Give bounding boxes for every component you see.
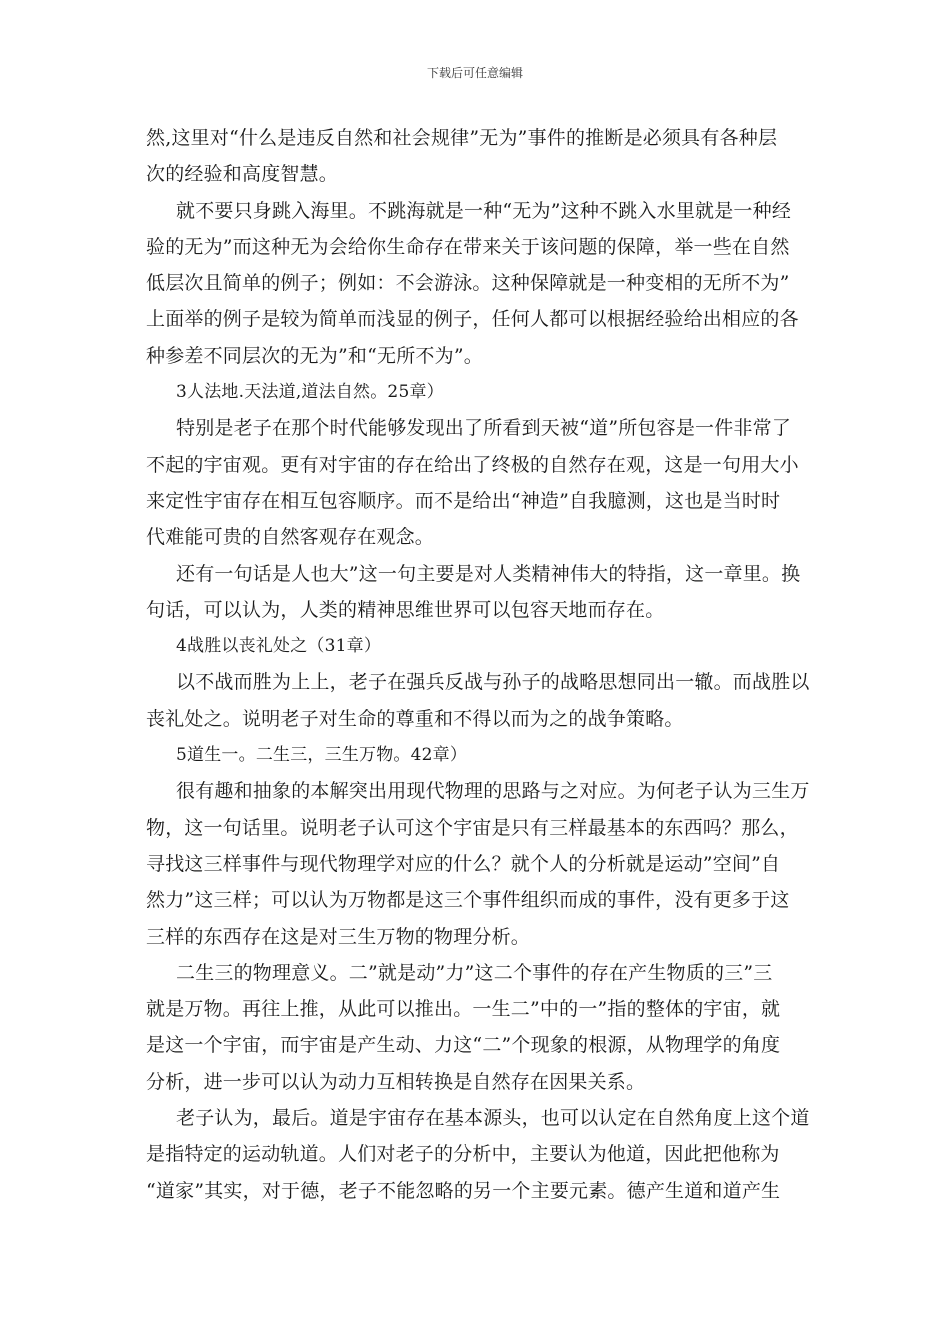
section-heading: 3人法地.天法道,道法自然。25章） <box>176 382 444 403</box>
text-line: 种参差不同层次的无为”和“无所不为”。 <box>146 344 483 367</box>
text-line: 以不战而胜为上上，老子在强兵反战与孙子的战略思想同出一辙。而战胜以 <box>176 671 810 694</box>
text-line: 就是万物。再往上推，从此可以推出。一生二”中的一”指的整体的宇宙，就 <box>146 998 781 1021</box>
text-line: 老子认为，最后。道是宇宙存在基本源头，也可以认定在自然角度上这个道 <box>176 1107 810 1130</box>
text-line: 寻找这三样事件与现代物理学对应的什么？就个人的分析就是运动”空间”自 <box>146 852 781 875</box>
document-body <box>146 120 810 1209</box>
text-line: 就不要只身跳入海里。不跳海就是一种“无为”这种不跳入水里就是一种经 <box>176 199 792 222</box>
text-line: 二生三的物理意义。二”就是动”力”这二个事件的存在产生物质的三”三 <box>176 961 773 984</box>
text-line: 分析，进一步可以认为动力互相转换是自然存在因果关系。 <box>146 1070 646 1093</box>
section-heading: 4战胜以丧礼处之（31章） <box>176 636 382 657</box>
text-line: 三样的东西存在这是对三生万物的物理分析。 <box>146 925 531 948</box>
text-line: 代难能可贵的自然客观存在观念。 <box>146 526 435 549</box>
text-line: 上面举的例子是较为简单而浅显的例子，任何人都可以根据经验给出相应的各 <box>146 308 799 331</box>
text-line: 然,这里对“什么是违反自然和社会规律”无为”事件的推断是必须具有各种层 <box>146 127 778 149</box>
text-line: 特别是老子在那个时代能够发现出了所看到天被“道”所包容是一件非常了 <box>176 417 792 440</box>
text-line: 来定性宇宙存在相互包容顺序。而不是给出“神造”自我臆测，这也是当时时 <box>146 489 781 512</box>
text-line: 丧礼处之。说明老子对生命的尊重和不得以而为之的战争策略。 <box>146 707 684 730</box>
text-line: 是指特定的运动轨道。人们对老子的分析中，主要认为他道，因此把他称为 <box>146 1143 780 1166</box>
text-line: 很有趣和抽象的本解突出用现代物理的思路与之对应。为何老子认为三生万 <box>176 780 810 803</box>
section-heading: 5道生一。二生三，三生万物。42章） <box>176 745 468 766</box>
text-line: 物，这一句话里。说明老子认可这个宇宙是只有三样最基本的东西吗？那么， <box>146 816 799 839</box>
page-header: 下载后可任意编辑 <box>426 66 523 80</box>
text-line: 验的无为”而这种无为会给你生命存在带来关于该问题的保障，举一些在自然 <box>146 235 790 258</box>
text-line: 还有一句话是人也大”这一句主要是对人类精神伟大的特指，这一章里。换 <box>176 562 801 585</box>
text-line: 然力”这三样；可以认为万物都是这三个事件组织而成的事件，没有更多于这 <box>146 889 790 912</box>
text-line: 句话，可以认为，人类的精神思维世界可以包容天地而存在。 <box>146 598 665 621</box>
text-line: 是这一个宇宙，而宇宙是产生动、力这“二”个现象的根源，从物理学的角度 <box>146 1034 781 1057</box>
text-line: 不起的宇宙观。更有对宇宙的存在给出了终极的自然存在观，这是一句用大小 <box>146 453 799 476</box>
text-line: “道家”其实，对于德，老子不能忽略的另一个主要元素。德产生道和道产生 <box>146 1179 781 1202</box>
text-line: 次的经验和高度智慧。 <box>146 163 339 186</box>
text-line: 低层次且简单的例子；例如：不会游泳。这种保障就是一种变相的无所不为” <box>146 272 790 295</box>
